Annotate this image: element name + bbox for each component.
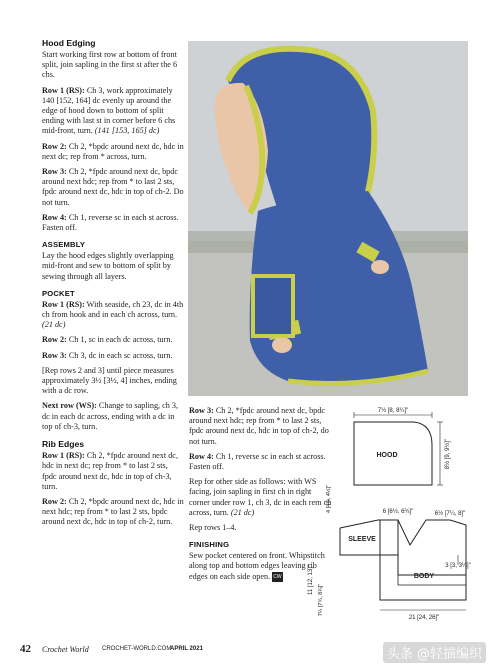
end-mark-icon: CW <box>272 572 282 582</box>
sweater-photo <box>188 41 468 396</box>
row-lead: Row 1 (RS): <box>42 299 85 309</box>
row-text: Ch 1, reverse sc in each st across. Fasten off. <box>42 212 179 233</box>
hood-edging-heading: Hood Edging <box>42 38 96 48</box>
row-text: Ch 1, sc in each dc across, turn. <box>68 335 173 345</box>
row-text: Ch 3, work approximately 140 [152, 164] dc evenly up around the edge of hood down to bottom of split ending with last st in corner before 6 chs mid-front, turn. <box>42 85 176 136</box>
row-lead: Next row (WS): <box>42 401 97 411</box>
watermark: 头条 @轻描编织 <box>383 642 486 663</box>
schematic-svg <box>308 405 488 635</box>
row-text: Ch 2, *fpdc around next dc, bpdc around next hdc; rep from * to last 2 sts, fpdc around next dc, hdc in top of ch-2. Do not turn. <box>42 167 184 207</box>
pocket-row-1 <box>42 300 184 331</box>
hood-label: HOOD <box>376 452 398 459</box>
row-lead: Row 1 (RS): <box>42 85 85 95</box>
row-lead: Row 4: <box>189 451 214 461</box>
row-lead: Row 3: <box>42 167 67 177</box>
row-text: Rep for other side as follows: with WS facing, join sapling in first ch in right corner under row 1, ch 3, dc in each rem ch across, turn. <box>189 477 332 517</box>
hood-height-label: 8½ [9, 9½]" <box>445 438 451 470</box>
pocket-repeat: [Rep rows 2 and 3] until piece measures approximately 3½ [3½, 4] inches, ending with a dc row. <box>42 365 177 396</box>
row-text: With seaside, ch 23, dc in 4th ch from hook and in each ch across, turn. <box>42 299 184 320</box>
neck-width-label: 6 [6½, 6¾]" <box>382 509 414 515</box>
row-text: Ch 3, dc in each sc across, turn. <box>68 350 173 360</box>
row-text: Change to sapling, ch 3, dc in each dc across, ending with a dc in top of ch-3, turn. <box>42 401 179 431</box>
row-text: Ch 2, *fpdc around next dc, bpdc around next hdc; rep from * to last 2 sts, fpdc around next dc, hdc in top of ch-2, do not turn. <box>189 406 329 446</box>
rib-edges-heading: Rib Edges <box>42 439 85 450</box>
issue-date: APRIL 2021 <box>170 646 203 652</box>
row-lead: Row 2: <box>42 496 67 506</box>
pocket-next-row <box>42 401 184 432</box>
page-number: 42 <box>20 643 31 655</box>
rib-row-2 <box>42 497 184 528</box>
hood-edging-intro: Start working first row at bottom of front split, join sapling in the first st after the 6 chs. <box>42 50 178 80</box>
other-side-text <box>189 477 332 518</box>
pocket-row-2 <box>42 335 184 345</box>
body-length-label: 7¼ [7¾, 8¼]" <box>318 583 324 617</box>
row-text: Ch 2, *fpdc around next dc, hdc in next dc; rep from * to last 2 sts, fpdc around next dc, hdc in top of ch-3, turn. <box>42 451 178 491</box>
sleeve-label: SLEEVE <box>348 536 376 543</box>
row-lead: Row 4: <box>42 212 67 222</box>
hood-width-label: 7½ [8, 8¼]" <box>377 408 409 414</box>
middle-column <box>189 406 332 587</box>
assembly-heading: ASSEMBLY <box>42 240 86 250</box>
row-lead: Row 3: <box>42 350 67 360</box>
hood-row-1 <box>42 86 184 137</box>
child-in-hooded-sweater-illustration <box>188 41 468 396</box>
row-lead: Row 2: <box>42 335 67 345</box>
left-column <box>42 38 184 533</box>
hood-row-4 <box>42 213 184 233</box>
schematic-diagram <box>308 405 488 635</box>
stitch-count: (21 dc) <box>230 507 255 517</box>
row-lead: Row 1 (RS): <box>42 451 85 461</box>
pocket-row-3 <box>42 351 184 361</box>
row-text: Ch 2, *bpdc around next dc, hdc in next dc; rep from * across, turn. <box>42 141 184 161</box>
sleeve-depth-label: 4 [4¼, 4½]" <box>326 485 332 513</box>
row-text: Ch 1, reverse sc in each st across. Fasten off. <box>189 451 326 472</box>
total-length-label: 11 [12, 13]" <box>308 564 314 596</box>
bottom-width-label: 21 [24, 26]" <box>408 615 440 621</box>
shoulder-width-label: 6½ [7¼, 8]" <box>434 511 466 517</box>
pocket-heading: POCKET <box>42 288 75 298</box>
body-label: BODY <box>413 573 435 580</box>
cuff-label: 3 [3, 3¼]" <box>445 563 471 569</box>
row-text: Sew pocket centered on front. Whipstitch along top and bottom edges leaving rib edges on each side open. <box>189 551 325 581</box>
magazine-name: Crochet World <box>42 645 89 654</box>
row-text: Ch 2, *bpdc around next dc, hdc in next hdc; rep from * to last 2 sts, bpdc around next dc, hdc in top of ch-2, turn. <box>42 496 184 527</box>
rep-rows: Rep rows 1–4. <box>189 523 237 533</box>
rib-row-4 <box>189 452 332 472</box>
hood-row-2 <box>42 142 184 162</box>
assembly-text: Lay the hood edges slightly overlapping mid-front and sew to bottom of split by sewing through all layers. <box>42 251 174 281</box>
row-lead: Row 3: <box>189 406 214 415</box>
hood-row-3 <box>42 167 184 208</box>
rib-row-3 <box>189 406 332 447</box>
finishing-heading: FINISHING <box>189 540 230 550</box>
stitch-count: (21 dc) <box>42 320 66 330</box>
stitch-count: (141 [153, 165] dc) <box>94 126 160 136</box>
row-lead: Row 2: <box>42 141 67 151</box>
rib-row-1 <box>42 451 184 492</box>
website: CROCHET-WORLD.COM <box>102 646 172 652</box>
